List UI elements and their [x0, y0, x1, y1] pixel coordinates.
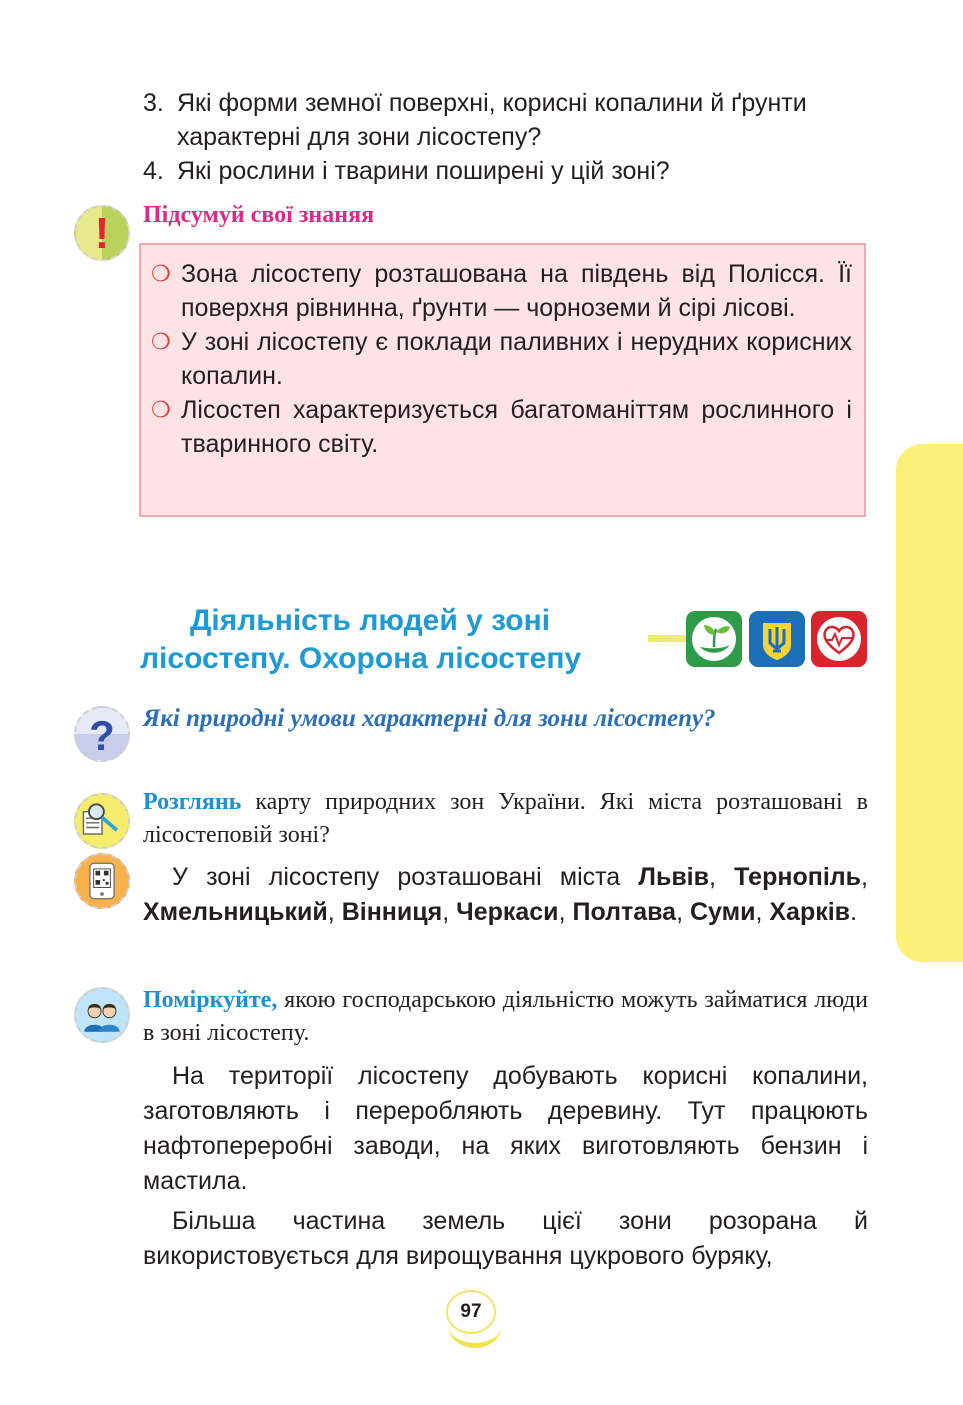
summary-item-text: Зона лісостепу розташована на південь від Полісся. Її поверхня рівнинна, ґрунти — чорноземи й сірі лісові.	[181, 260, 852, 322]
question-number: 4.	[143, 157, 164, 185]
summary-item-text: Лісостеп характеризується багатоманіттям рослинного і тваринного світу.	[181, 396, 852, 458]
summary-item	[151, 325, 852, 393]
ring-bullet-icon: ❍	[151, 261, 171, 286]
think-instruction	[143, 984, 868, 1050]
question-number: 3.	[143, 89, 164, 117]
city-name: Суми	[689, 898, 756, 926]
eco-sprout-icon	[686, 611, 742, 667]
summary-item	[151, 393, 852, 461]
question-item	[143, 86, 868, 154]
summary-box	[139, 243, 866, 517]
look-instruction-lead: Розглянь	[143, 789, 242, 815]
question-item	[143, 154, 868, 188]
city-name: Тернопіль	[734, 863, 862, 891]
cities-paragraph	[143, 860, 868, 930]
ring-bullet-icon: ❍	[151, 397, 171, 422]
think-instruction-text: якою господарською діяльністю можуть займатися люди в зоні лісостепу.	[143, 987, 868, 1046]
city-name: Полтава	[572, 898, 677, 926]
question-list	[143, 86, 868, 188]
period: .	[850, 898, 858, 926]
city-name: Харків	[769, 898, 851, 926]
city-name: Вінниця	[341, 898, 443, 926]
heart-pulse-icon	[811, 611, 867, 667]
question-text: Які форми земної поверхні, корисні копалини й ґрунти характерні для зони лісостепу?	[177, 89, 807, 151]
body-paragraph: На території лісостепу добувають корисні копалини, заготовляють і переробляють деревину. Тут працюють нафтопереробні заводи, на яких виготовляють бензин і мастила.	[143, 1062, 868, 1195]
ukraine-trident-icon	[749, 611, 805, 667]
summary-title: Підсумуй свої знаняя	[143, 202, 375, 228]
city-name: Хмельницький	[143, 898, 328, 926]
separator: ,	[861, 863, 868, 891]
look-instruction	[143, 786, 868, 852]
think-instruction-lead: Поміркуйте,	[143, 987, 278, 1013]
exclamation-icon: !	[74, 205, 130, 261]
qr-phone-icon	[74, 853, 130, 909]
intro-question: Які природні умови характерні для зони лісостепу?	[143, 705, 716, 732]
magnifier-icon	[74, 793, 130, 849]
separator: ,	[558, 898, 573, 926]
body-paragraph: Більша частина земель цієї зони розорана й використовується для вирощування цукрового буряку,	[143, 1207, 868, 1270]
page-number: 97	[446, 1290, 496, 1334]
separator: ,	[327, 898, 342, 926]
summary-item-text: У зоні лісостепу є поклади паливних і нерудних корисних копалин.	[181, 328, 852, 390]
section-title	[140, 602, 660, 678]
section-title-line: лісостепу. Охорона лісостепу	[140, 642, 582, 675]
separator: ,	[676, 898, 690, 926]
question-icon: ?	[74, 706, 130, 762]
separator: ,	[709, 863, 735, 891]
separator: ,	[755, 898, 770, 926]
side-tab	[896, 444, 963, 962]
look-instruction-text: карту природних зон України. Які міста розташовані в лісостеповій зоні?	[143, 789, 868, 848]
question-text: Які рослини і тварини поширені у цій зоні?	[177, 157, 670, 185]
people-icon	[74, 987, 130, 1043]
summary-item	[151, 257, 852, 325]
ring-bullet-icon: ❍	[151, 329, 171, 354]
section-title-line: Діяльність людей у зоні	[190, 604, 551, 637]
separator: ,	[442, 898, 457, 926]
city-name: Черкаси	[456, 898, 559, 926]
city-name: Львів	[638, 863, 709, 891]
cities-intro: У зоні лісостепу розташовані міста	[172, 863, 639, 891]
